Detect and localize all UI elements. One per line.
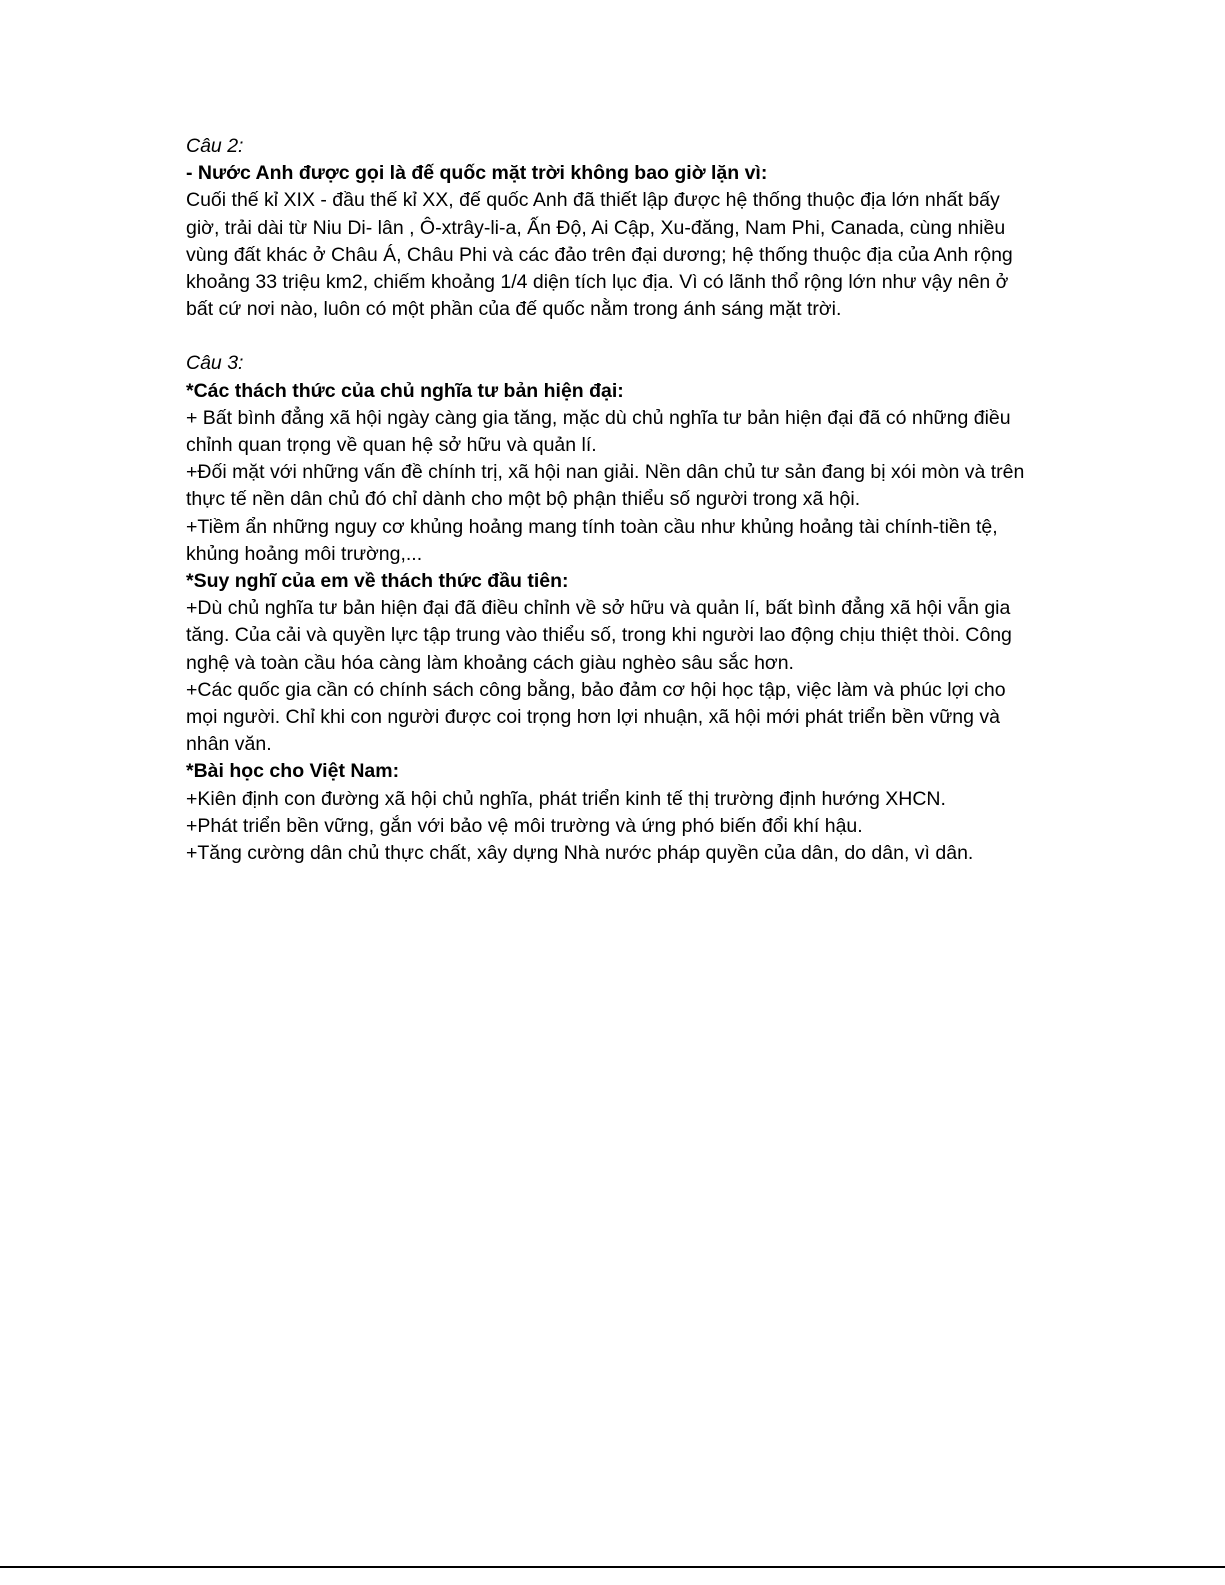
thought-item: +Các quốc gia cần có chính sách công bằng, bảo đảm cơ hội học tập, việc làm và phúc lợi cho mọi người. Chỉ khi con người được coi trọng hơn lợi nhuận, xã hội mới phát triển bền vững và nhân văn. [186, 678, 1006, 756]
document-body [186, 133, 1036, 867]
thoughts-heading: *Suy nghĩ của em về thách thức đầu tiên: [186, 570, 569, 593]
question-2-paragraph: Cuối thế kỉ XIX - đầu thế kỉ XX, đế quốc Anh đã thiết lập được hệ thống thuộc địa lớn nhất bấy giờ, trải dài từ Niu Di- lân , Ô-xtrây-li-a, Ấn Độ, Ai Cập, Xu-đăng, Nam Phi, Canada, cùng nhiều vùng đất khác ở Châu Á, Châu Phi và các đảo trên đại dương; hệ thống thuộc địa của Anh rộng khoảng 33 triệu km2, chiếm khoảng 1/4 diện tích lục địa. Vì có lãnh thổ rộng lớn như vậy nên ở bất cứ nơi nào, luôn có một phần của đế quốc nằm trong ánh sáng mặt trời. [186, 189, 1013, 321]
challenge-item: +Tiềm ẩn những nguy cơ khủng hoảng mang tính toàn cầu như khủng hoảng tài chính-tiền tệ, khủng hoảng môi trường,... [186, 515, 998, 565]
lesson-item: +Phát triển bền vững, gắn với bảo vệ môi trường và ứng phó biến đổi khí hậu. [186, 814, 863, 837]
thought-item: +Dù chủ nghĩa tư bản hiện đại đã điều chỉnh về sở hữu và quản lí, bất bình đẳng xã hội vẫn gia tăng. Của cải và quyền lực tập trung vào thiểu số, trong khi người lao động chịu thiệt thòi. Công nghệ và toàn cầu hóa càng làm khoảng cách giàu nghèo sâu sắc hơn. [186, 597, 1012, 674]
challenge-item: +Đối mặt với những vấn đề chính trị, xã hội nan giải. Nền dân chủ tư sản đang bị xói mòn và trên thực tế nền dân chủ đó chỉ dành cho một bộ phận thiểu số người trong xã hội. [186, 461, 1025, 511]
challenges-heading: *Các thách thức của chủ nghĩa tư bản hiện đại: [186, 379, 624, 402]
question-2-label: Câu 2: [186, 135, 244, 157]
question-3-label: Câu 3: [186, 352, 244, 375]
lesson-item: +Kiên định con đường xã hội chủ nghĩa, phát triển kinh tế thị trường định hướng XHCN. [186, 787, 946, 810]
section-spacer [186, 323, 1036, 350]
challenge-item: + Bất bình đẳng xã hội ngày càng gia tăng, mặc dù chủ nghĩa tư bản hiện đại đã có những điều chỉnh quan trọng về quan hệ sở hữu và quản lí. [186, 406, 1011, 457]
lesson-item: +Tăng cường dân chủ thực chất, xây dựng Nhà nước pháp quyền của dân, do dân, vì dân. [186, 842, 974, 865]
question-2-heading: - Nước Anh được gọi là đế quốc mặt trời không bao giờ lặn vì: [186, 162, 768, 185]
lessons-heading: *Bài học cho Việt Nam: [186, 760, 400, 783]
page-bottom-border [0, 1566, 1225, 1568]
